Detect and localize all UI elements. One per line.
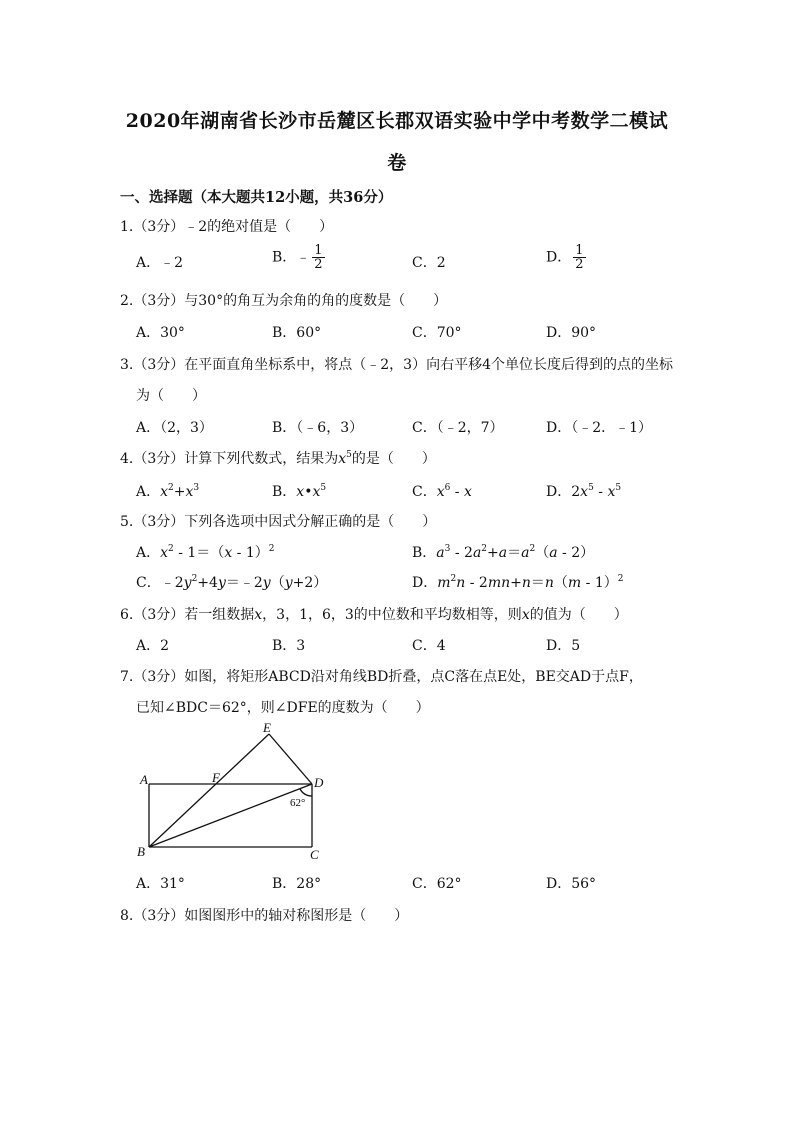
- stem-text: ，3，1，6，3的中位数和平均数相等，则: [262, 607, 522, 623]
- question-6-stem: [120, 604, 628, 624]
- rectangle-fold-figure: [130, 718, 330, 868]
- question-5-stem: 5.（3分）下列各选项中因式分解正确的是（ ）: [120, 514, 437, 530]
- question-7-option-b: B．28°: [272, 876, 322, 892]
- question-7-option-a: A．31°: [136, 876, 185, 892]
- question-6-option-c: C．4: [412, 638, 446, 654]
- variable: x: [254, 607, 263, 623]
- question-2-option-a: A．30°: [136, 325, 185, 341]
- question-4-option-c: C．$x^6$ - x: [412, 483, 472, 500]
- question-4-option-a: A．$x^2+x^3$: [136, 483, 200, 500]
- segment-bd: [149, 784, 312, 847]
- question-7-option-c: C．62°: [412, 876, 462, 892]
- option-label: B．: [412, 545, 437, 561]
- angle-label: 62°: [290, 797, 306, 809]
- option-label: A．: [136, 484, 161, 500]
- fraction: [312, 244, 324, 271]
- question-2-option-b: B．60°: [272, 325, 322, 341]
- question-6-option-a: A．2: [136, 638, 170, 654]
- vertex-label-b: B: [137, 844, 145, 859]
- exam-title-line1: 2020年湖南省长沙市岳麓区长郡双语实验中学中考数学二模试: [125, 110, 669, 132]
- option-label: D．: [546, 484, 572, 500]
- section-heading: 一、选择题（本大题共12小题，共36分）: [120, 189, 393, 206]
- option-label: D．: [412, 575, 438, 591]
- question-1-option-d: [546, 244, 586, 271]
- option-label: B．: [272, 484, 297, 500]
- question-5-option-c: C．$﹣2y^2+4y=﹣2y(y+2)$: [136, 574, 328, 591]
- stem-text: 4.（3分）计算下列代数式，结果为: [120, 451, 339, 467]
- question-7-option-d: D．56°: [546, 876, 597, 892]
- exam-title-line2: 卷: [387, 152, 407, 174]
- question-4-option-d: D．$2x^5 - x^5$: [546, 483, 622, 500]
- stem-text: 6.（3分）若一组数据: [120, 607, 255, 623]
- question-1-option-a: A．﹣2: [136, 255, 184, 271]
- stem-text: 的是（ ）: [351, 451, 436, 467]
- question-3-stem-line2: 为（ ）: [136, 388, 206, 404]
- vertex-label-f: F: [212, 770, 220, 785]
- vertex-label-e: E: [263, 720, 271, 735]
- question-5-option-d: D．$m^2n - 2mn+n=n(m - 1)^2$: [412, 574, 624, 591]
- stem-text: 的值为（ ）: [529, 607, 628, 623]
- question-6-option-b: B．3: [272, 638, 306, 654]
- option-prefix: D．: [546, 249, 572, 266]
- vertex-label-a: A: [140, 772, 148, 787]
- vertex-label-d: D: [314, 775, 324, 790]
- segment-be: [149, 734, 269, 847]
- question-3-option-c: C．（﹣2，7）: [412, 420, 504, 436]
- question-3-stem-line1: 3.（3分）在平面直角坐标系中，将点（﹣2，3）向右平移4个单位长度后得到的点的坐标: [120, 357, 673, 373]
- fraction-denominator: 2: [314, 257, 323, 272]
- question-4-option-b: B．$x•x^5$: [272, 483, 327, 500]
- fraction-denominator: 2: [575, 257, 584, 272]
- fraction-numerator: 1: [314, 243, 323, 258]
- segment-ed: [269, 734, 312, 784]
- question-5-option-a: A．$x^2 - 1=(x - 1)^2$: [136, 544, 275, 561]
- angle-arc: [300, 789, 312, 796]
- question-3-option-a: A．（2，3）: [136, 420, 213, 436]
- question-1-stem: 1.（3分）﹣2的绝对值是（ ）: [120, 219, 334, 235]
- question-7-stem-line2: 已知∠BDC＝62°，则∠DFE的度数为（ ）: [136, 700, 430, 716]
- question-2-option-d: D．90°: [546, 325, 597, 341]
- question-6-option-d: D．5: [546, 638, 581, 654]
- option-label: C．: [412, 484, 437, 500]
- question-4-stem: 4.（3分）计算下列代数式，结果为$x^5$的是（ ）: [120, 450, 436, 467]
- option-label: A．: [136, 545, 161, 561]
- question-8-stem: 8.（3分）如图图形中的轴对称图形是（ ）: [120, 908, 409, 924]
- fraction-numerator: 1: [575, 243, 584, 258]
- question-3-option-b: B．（﹣6，3）: [272, 420, 364, 436]
- question-1-option-b: [272, 244, 325, 271]
- option-label: C．: [136, 575, 161, 591]
- variable: x: [521, 607, 530, 623]
- question-3-option-d: D．（﹣2．﹣1）: [546, 420, 653, 436]
- question-7-stem-line1: 7.（3分）如图，将矩形ABCD沿对角线BD折叠，点C落在点E处，BE交AD于点F，: [120, 669, 643, 685]
- question-2-option-c: C．70°: [412, 325, 462, 341]
- question-2-stem: 2.（3分）与30°的角互为余角的角的度数是（ ）: [120, 293, 448, 309]
- question-1-option-c: C．2: [412, 255, 446, 271]
- question-5-option-b: B．$a^3 - 2a^2+a=a^2(a - 2)$: [412, 544, 595, 561]
- fraction: [573, 244, 585, 271]
- option-prefix: B．﹣: [272, 249, 311, 266]
- vertex-label-c: C: [310, 847, 319, 862]
